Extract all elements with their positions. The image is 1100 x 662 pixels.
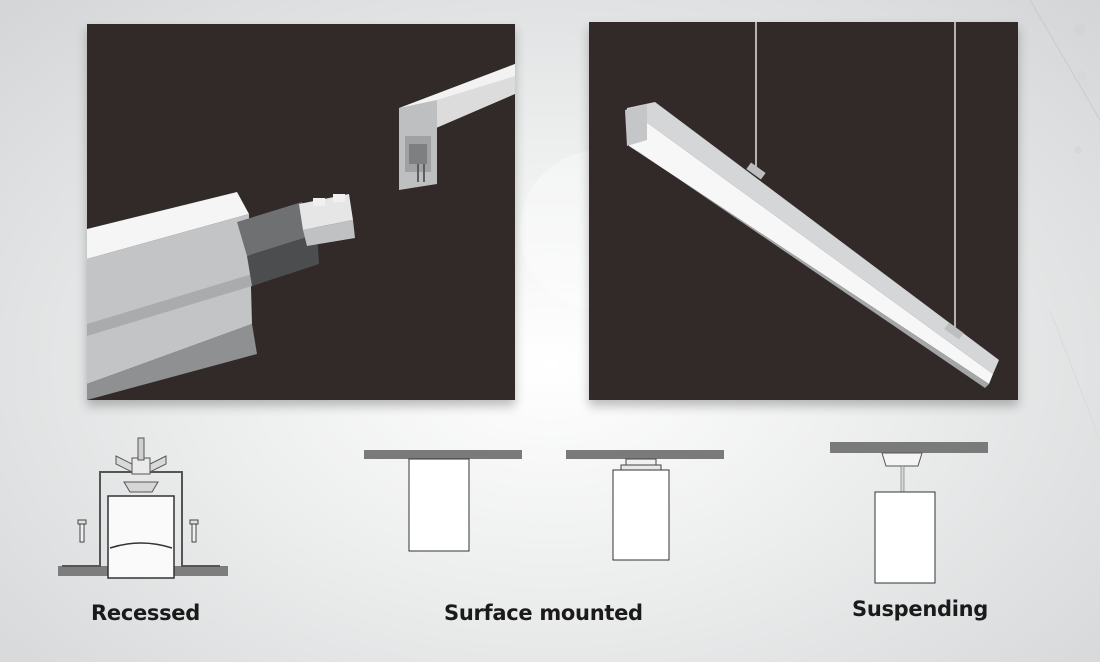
suspension-mount-diagram-icon bbox=[830, 440, 990, 586]
recessed-profile-photo bbox=[87, 24, 515, 400]
surface-mounted-label: Surface mounted bbox=[444, 601, 643, 625]
suspending-label: Suspending bbox=[852, 597, 989, 621]
suspended-light-photo bbox=[589, 22, 1018, 400]
recessed-mount-diagram-icon bbox=[52, 432, 230, 582]
surface-mount-diagram-icon bbox=[364, 448, 726, 564]
recessed-label: Recessed bbox=[91, 601, 200, 625]
